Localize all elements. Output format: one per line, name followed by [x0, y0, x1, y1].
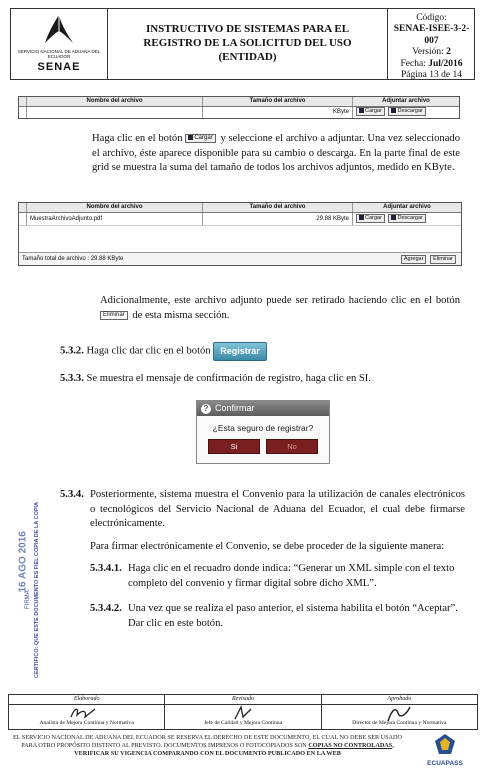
step-number: 5.3.4.1.: [90, 563, 122, 574]
stamp-sign: FIRMA: [25, 590, 31, 609]
row-file-name: [27, 107, 203, 118]
condor-icon: [41, 13, 77, 47]
grid-checkbox-header: [19, 97, 27, 106]
col-file-name: Nombre del archivo: [27, 203, 203, 212]
floppy-icon: [391, 215, 396, 220]
approved-label: Aprobado: [322, 695, 477, 705]
ecuapass-logo: [416, 733, 474, 767]
paragraph-remove: [100, 294, 460, 323]
floppy-icon: [359, 108, 364, 113]
disclaimer-text-b: COPIAS NO CONTROLADAS: [308, 742, 393, 749]
dialog-title: Confirmar: [215, 403, 255, 413]
step-5-3-4-1: [90, 562, 465, 591]
col-file-name: Nombre del archivo: [27, 97, 203, 106]
col-attach: Adjuntar archivo: [383, 204, 431, 210]
step-text: Se muestra el mensaje de confirmación de registro, haga clic en SI.: [86, 373, 371, 384]
col-attach: Adjuntar archivo: [382, 98, 430, 104]
stamp-date: 16 AGO 2016: [17, 531, 29, 593]
grid-header-row: [19, 97, 459, 107]
grid-footer: [19, 252, 461, 265]
download-button[interactable]: [388, 214, 425, 223]
senae-logo: [11, 9, 108, 79]
paragraph-upload: [92, 132, 460, 176]
document-meta: [389, 13, 474, 81]
org-label: SENAE: [37, 61, 81, 73]
prepared-role: Analista de Mejora Continua y Normativa: [39, 720, 134, 726]
step-text: Haga clic en el recuadro donde indica: “Generar un XML simple con el texto completo del convenio y firmar digital sobre dicho XML”.: [128, 563, 455, 589]
code-label: Código:: [416, 13, 447, 23]
grid-checkbox-header: [19, 203, 27, 212]
row-file-name: MuestraArchivoAdjunto.pdf: [27, 213, 203, 225]
para1-text-a: Haga clic en el botón: [92, 133, 183, 144]
question-icon: ?: [201, 404, 211, 414]
disclaimer: [10, 734, 405, 758]
row-checkbox[interactable]: [19, 107, 27, 118]
step-number: 5.3.3.: [60, 373, 84, 384]
code-value: SENAE-ISEE-3-2-007: [393, 24, 470, 46]
ecuapass-emblem-icon: [433, 733, 457, 755]
step-number: 5.3.2.: [60, 345, 84, 357]
approved-column: [322, 695, 477, 729]
no-button[interactable]: No: [266, 439, 318, 454]
reviewed-column: [165, 695, 321, 729]
dialog-titlebar: [197, 401, 329, 416]
grid-header-row: [19, 203, 461, 213]
confirm-dialog: [196, 400, 330, 464]
ecuapass-label: ECUAPASS: [427, 760, 463, 767]
version-label: Versión:: [412, 47, 444, 58]
remove-button[interactable]: Eliminar: [430, 255, 456, 264]
version-value: 2: [446, 47, 451, 58]
row-checkbox[interactable]: [19, 213, 27, 225]
dialog-message: ¿Esta seguro de registrar?: [212, 423, 314, 433]
grid-row: [19, 213, 461, 225]
date-label: Fecha:: [400, 58, 426, 69]
step-text: Una vez que se realiza el paso anterior, el sistema habilita el botón “Aceptar”. Dar clic en este botón.: [128, 603, 458, 629]
floppy-icon: [359, 215, 364, 220]
grid-row: [19, 107, 459, 118]
para1-text-b: y seleccione el archivo a adjuntar. Una vez seleccionado el archivo, éste aparece disponible para su cambio o descarga. En la parte final de este grid se muestra la suma del tamaño de todos los archivos adjuntos, medido en KByte.: [92, 133, 460, 173]
upload-label: Cargar: [365, 214, 382, 221]
certification-stamp: [2, 500, 40, 690]
approved-role: Director de Mejora Continua y Normativa: [352, 720, 447, 726]
inline-upload-label: Cargar: [194, 135, 213, 142]
inline-upload-button: [185, 134, 215, 143]
document-header: [10, 8, 475, 80]
total-size-label: Tamaño total de archivo : 29.88 KByte: [22, 256, 124, 262]
page-number: Página 13 de 14: [401, 69, 462, 80]
row-actions: [353, 107, 459, 118]
step-5-3-2: [60, 342, 460, 361]
signature-icon: [69, 705, 99, 721]
disclaimer-text-c: , VERIFICAR SU VIGENCIA COMPARANDO CON EL DOCUMENTO PUBLICADO EN LA WEB: [74, 742, 394, 757]
row-file-size: 29.88 KByte: [203, 213, 353, 225]
row-actions: [353, 213, 461, 225]
step-number: 5.3.4.2.: [90, 603, 122, 614]
approval-table: [8, 694, 478, 730]
reviewed-label: Revisado: [165, 695, 320, 705]
yes-button[interactable]: Si: [208, 439, 260, 454]
floppy-icon: [188, 135, 193, 140]
date-value: Jul/2016: [428, 58, 463, 69]
col-file-size: Tamaño del archivo: [203, 203, 353, 212]
row-size-unit: KByte: [203, 107, 353, 118]
para2-text-b: de esta misma sección.: [132, 309, 230, 321]
attachments-grid-filled: [18, 202, 462, 266]
document-title: INSTRUCTIVO DE SISTEMAS PARA EL REGISTRO DE LA SOLICITUD DEL USO (ENTIDAD): [108, 9, 388, 79]
upload-label: Cargar: [365, 108, 382, 114]
register-button-image: Registrar: [213, 342, 267, 361]
step-text: Posteriormente, sistema muestra el Convenio para la utilización de canales electrónicos o tecnológicos del Servicio Nacional de Aduana del Ecuador, el cual debe firmarse electrónicamente.: [90, 489, 465, 529]
download-label: Descargar: [397, 214, 423, 221]
download-label: Descargar: [397, 108, 423, 114]
stamp-text: CERTIFICO: QUE ESTE DOCUMENTO ES FIEL COPIA DE LA COPIA: [34, 501, 40, 678]
step-5-3-4: [60, 488, 465, 532]
floppy-icon: [391, 108, 396, 113]
step-5-3-3: [60, 372, 460, 387]
download-button[interactable]: [388, 107, 425, 116]
attachments-grid-empty: [18, 96, 460, 119]
step-text: Haga clic dar clic en el botón: [86, 345, 211, 357]
col-file-size: Tamaño del archivo: [203, 97, 353, 106]
inline-remove-button: Eliminar: [100, 311, 128, 320]
grid-empty-area: [19, 225, 461, 252]
step-5-3-4-2: [90, 602, 465, 631]
reviewed-role: Jefe de Calidad y Mejora Continua: [203, 720, 283, 726]
disclaimer-text-a: EL SERVICIO NACIONAL DE ADUANA DEL ECUADOR SE RESERVA EL DERECHO DE ESTE DOCUMENTO, EL CUAL NO DEBE SER USADO PARA OTRO PROPÓSITO DISTINTO AL PREVISTO. DOCUMENTOS IMPRESOS O FOTOCOPIADOS SON: [13, 734, 402, 749]
step-5-3-4-intro: Para firmar electrónicamente el Convenio, se debe proceder de la siguiente manera:: [90, 541, 445, 552]
para2-text-a: Adicionalmente, este archivo adjunto puede ser retirado haciendo clic en el botón: [100, 295, 460, 306]
add-button[interactable]: Agregar: [401, 255, 427, 264]
prepared-label: Elaborado: [9, 695, 164, 705]
org-small-label: SERVICIO NACIONAL DE ADUANA DEL ECUADOR: [17, 49, 101, 59]
upload-button[interactable]: [356, 214, 385, 223]
step-number: 5.3.4.: [60, 489, 84, 500]
upload-button[interactable]: [356, 107, 385, 116]
signature-icon: [231, 705, 255, 721]
prepared-column: [9, 695, 165, 729]
